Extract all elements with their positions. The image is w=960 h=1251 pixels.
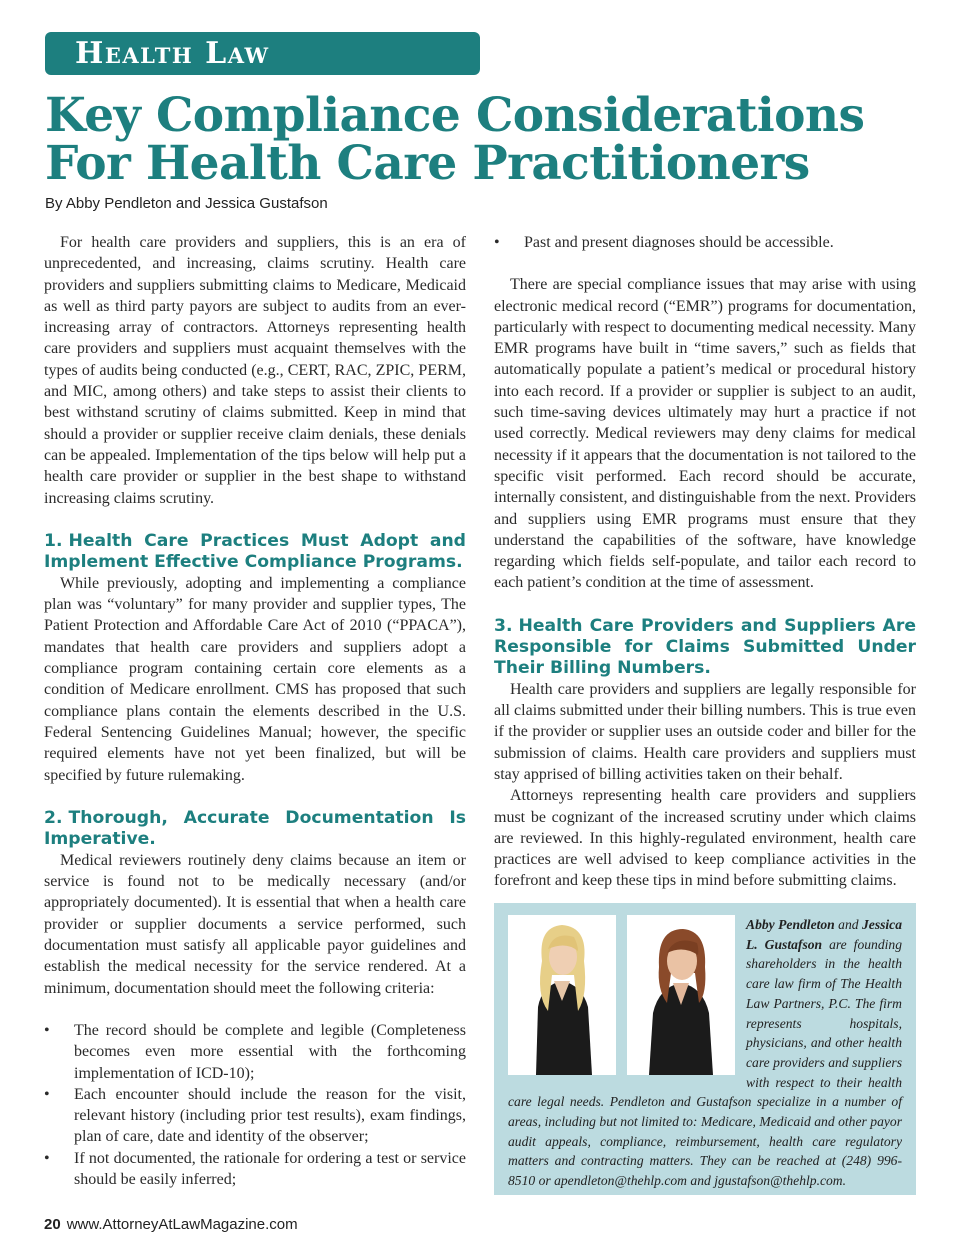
section-1-number: 1. (44, 530, 63, 551)
section-2-title: Thorough, Accurate Documentation Is Imperative. (44, 807, 466, 849)
criteria-item: • If not documented, the rationale for ordering a test or service should be easily inferred; (44, 1148, 466, 1191)
criteria-item: • Past and present diagnoses should be accessible. (494, 232, 916, 253)
section-1-heading (44, 531, 466, 573)
section-3-title: Health Care Providers and Suppliers Are Responsible for Claims Submitted Under Their Billing Numbers. (494, 615, 916, 678)
author-1-name: Abby Pendleton (746, 917, 835, 932)
section-1-paragraph: While previously, adopting and implementing a compliance plan was “voluntary” for many provider and supplier types, The Patient Protection and Affordable Care Act of 2010 (“PPACA”), mandates that health care providers and suppliers adopt a compliance program containing certain core elements as a condition of Medicare enrollment. CMS has proposed that such compliance plans contain the elements described in the U.S. Federal Sentencing Guidelines Manual; however, the specific required elements have not yet been finalized, but will be specified by future rulemaking. (44, 574, 466, 784)
section-1-title: Health Care Practices Must Adopt and Implement Effective Compliance Programs. (44, 530, 466, 572)
page-number: 20 (44, 1216, 61, 1233)
portrait-photo-pendleton (508, 915, 616, 1075)
section-3-paragraph: Health care providers and suppliers are legally responsible for all claims submitted under their billing numbers. This is true even if the provider or supplier uses an outside coder and biller for the submission of claims. Health care providers and suppliers must stay apprised of billing activities taken on their behalf. (494, 680, 916, 783)
section-3-number: 3. (494, 615, 513, 636)
criteria-list (44, 1020, 466, 1190)
conclusion-paragraph: Attorneys representing health care providers and suppliers must be cognizant of the increased scrutiny under which claims are reviewed. In this highly-regulated environment, health care practices are well advised to keep compliance activities in the forefront and keep these tips in mind before submitting claims. (494, 787, 916, 890)
footer-url: www.AttorneyAtLawMagazine.com (66, 1216, 298, 1233)
portrait-photo-gustafson (627, 915, 735, 1075)
byline: By Abby Pendleton and Jessica Gustafson (45, 195, 328, 212)
article-title: Key Compliance Considerations For Health Care Practitioners (45, 88, 865, 191)
criteria-item: • Each encounter should include the reason for the visit, relevant history (including prior test results), exam findings, plan of care, date and identity of the observer; (44, 1084, 466, 1148)
criteria-list-continued (494, 232, 916, 253)
intro-paragraph: For health care providers and suppliers, this is an era of unprecedented, and increasing, claims scrutiny. Health care providers and suppliers submitting claims to Medicare, Medicaid as well as third party payors are subject to audits from an ever-increasing array of contractors. Attorneys representing health care providers and suppliers must acquaint themselves with the types of audits being conducted (e.g., CERT, RAC, ZPIC, PERM, and MIC, among others) and take steps to assist their clients to best withstand scrutiny of claims submitted. Keep in mind that should a provider or supplier receive claim denials, these denials can be appealed. Implementation of the tips below will help put a health care provider or supplier in the best shape to withstand increasing claims scrutiny. (44, 234, 466, 507)
bio-and: and (838, 917, 859, 932)
section-3-heading (494, 616, 916, 679)
section-label: Health Law (45, 32, 480, 75)
section-2-heading (44, 808, 466, 850)
emr-paragraph: There are special compliance issues that may arise with using electronic medical record (“EMR”) programs for documentation, particularly with respect to documenting medical necessity. Many EMR programs have built in “time savers,” such as fields that automatically populate a patient’s medical or procedural history into each record. If a provider or supplier is subject to an audit, such time-saving devices ultimately may hurt a practice if not used correctly. Medical reviewers may deny claims for medical necessity if it appears that the documentation is not tailored to the specific visit performed. Each record should be accurate, internally consistent, and distinguishable from the next. Providers and suppliers using EMR programs must ensure that they understand the capabilities of the software, have knowledge regarding which fields self-populate, and tailor each record to each patient’s condition at the time of assessment. (494, 276, 916, 592)
author-bio-box (494, 903, 916, 1195)
right-column (494, 232, 916, 892)
page-footer (44, 1216, 298, 1233)
section-2-number: 2. (44, 807, 63, 828)
left-column (44, 232, 466, 1190)
bio-description: are founding shareholders in the health care law firm of The Health Law Partners, P.C. The firm represents hospitals, physicians, and other health care providers and suppliers with respect to their health care legal needs. Pendleton and Gustafson specialize in a number of areas, including but not limited to: Medicare, Medicaid and other payor audit appeals, compliance, reimbursement, health care regulatory matters and contracting matters. They can be reached at (248) 996-8510 or apendleton@thehlp.com and jgustafson@thehlp.com. (508, 936, 903, 1189)
criteria-item: • The record should be complete and legible (Completeness becomes even more essential with the forthcoming implementation of ICD-10); (44, 1020, 466, 1084)
author-2-name: Jessica L. Gustafson (746, 917, 903, 952)
section-2-paragraph: Medical reviewers routinely deny claims because an item or service is found not to be medically necessary (and/or appropriately documented). It is essential that when a health care provider or supplier documents a service performed, such documentation must satisfy all applicable payor guidelines and establish the medical necessity for the service rendered. At a minimum, documentation should meet the following criteria: (44, 851, 466, 997)
